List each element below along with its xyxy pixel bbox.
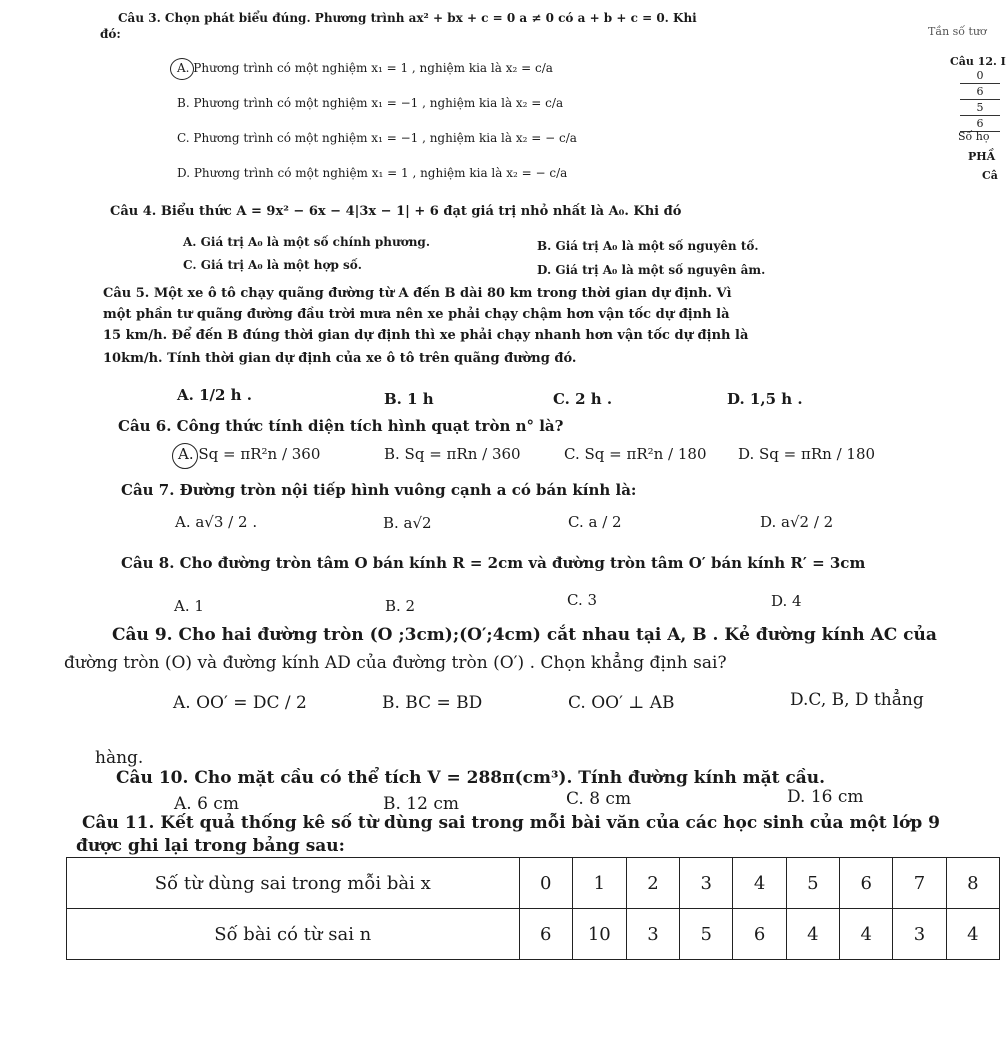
table-cell: 0 bbox=[519, 858, 572, 909]
table-cell: 4 bbox=[946, 909, 999, 960]
q3-option-d: D. Phương trình có một nghiệm x₁ = 1 , nghiệm kia là x₂ = − c/a bbox=[177, 166, 568, 180]
q6-option-a: A. Sq = πR²n / 360 bbox=[178, 445, 321, 463]
side-value: 0 bbox=[960, 68, 1000, 84]
q7-option-d: D. a√2 / 2 bbox=[760, 513, 834, 531]
q4-option-a: A. Giá trị A₀ là một số chính phương. bbox=[183, 235, 430, 249]
side-values bbox=[960, 68, 1000, 132]
table-cell: 4 bbox=[733, 858, 786, 909]
q8-option-d: D. 4 bbox=[771, 592, 802, 610]
q11-line1: Câu 11. Kết quả thống kê số từ dùng sai trong mỗi bài văn của các học sinh của một lớp 9 bbox=[82, 813, 940, 833]
q10-option-c: C. 8 cm bbox=[566, 789, 632, 809]
q10-option-b: B. 12 cm bbox=[383, 794, 459, 814]
q9-line1: Câu 9. Cho hai đường tròn (O ;3cm);(O′;4cm) cắt nhau tại A, B . Kẻ đường kính AC của bbox=[112, 625, 937, 645]
row-label-n: Số bài có từ sai n bbox=[67, 909, 520, 960]
q5-line2: một phần tư quãng đường đầu trời mưa nên xe phải chạy chậm hơn vận tốc dự định là bbox=[103, 307, 730, 322]
table-row bbox=[67, 858, 1000, 909]
q9-option-d-cont: hàng. bbox=[95, 748, 144, 768]
q9-option-a: A. OO′ = DC / 2 bbox=[173, 693, 307, 713]
row-label-x: Số từ dùng sai trong mỗi bài x bbox=[67, 858, 520, 909]
q5-line3: 15 km/h. Để đến B đúng thời gian dự định thì xe phải chạy nhanh hơn vận tốc dự định là bbox=[103, 328, 749, 343]
q7-option-c: C. a / 2 bbox=[568, 513, 622, 531]
table-cell: 3 bbox=[680, 858, 733, 909]
side-value: 6 bbox=[960, 84, 1000, 100]
q10-option-d: D. 16 cm bbox=[787, 787, 864, 807]
q4-option-d: D. Giá trị A₀ là một số nguyên âm. bbox=[537, 263, 766, 277]
q6-option-c: C. Sq = πR²n / 180 bbox=[564, 445, 707, 463]
q10-option-a: A. 6 cm bbox=[174, 794, 239, 814]
q9-option-c: C. OO′ ⊥ AB bbox=[568, 693, 675, 713]
q4-option-b: B. Giá trị A₀ là một số nguyên tố. bbox=[537, 239, 759, 253]
table-cell: 8 bbox=[946, 858, 999, 909]
q3-option-a: A. Phương trình có một nghiệm x₁ = 1 , nghiệm kia là x₂ = c/a bbox=[177, 61, 553, 75]
q5-option-d: D. 1,5 h . bbox=[727, 390, 803, 408]
q5-line1: Câu 5. Một xe ô tô chạy quãng đường từ A đến B dài 80 km trong thời gian dự định. Vì bbox=[103, 286, 732, 301]
q11-line2: được ghi lại trong bảng sau: bbox=[76, 836, 345, 856]
q8-option-b: B. 2 bbox=[385, 597, 416, 615]
q9-option-b: B. BC = BD bbox=[382, 693, 483, 713]
q6-option-d: D. Sq = πRn / 180 bbox=[738, 445, 876, 463]
q7-option-b: B. a√2 bbox=[383, 514, 432, 532]
q10-stem: Câu 10. Cho mặt cầu có thể tích V = 288π(cm³). Tính đường kính mặt cầu. bbox=[116, 768, 826, 788]
table-cell: 6 bbox=[733, 909, 786, 960]
q5-option-b: B. 1 h bbox=[384, 390, 434, 408]
table-cell: 4 bbox=[786, 909, 839, 960]
side-so-ho: Số họ bbox=[958, 130, 990, 143]
side-phan: PHẦ bbox=[968, 150, 996, 163]
q4-stem: Câu 4. Biểu thức A = 9x² − 6x − 4|3x − 1| + 6 đạt giá trị nhỏ nhất là A₀. Khi đó bbox=[110, 204, 682, 219]
q8-option-c: C. 3 bbox=[567, 591, 598, 609]
side-cau12: Câu 12. I bbox=[950, 55, 1006, 68]
table-cell: 3 bbox=[893, 909, 946, 960]
q3-stem: Câu 3. Chọn phát biểu đúng. Phương trình ax² + bx + c = 0 a ≠ 0 có a + b + c = 0. Khi bbox=[118, 11, 697, 25]
side-value: 5 bbox=[960, 100, 1000, 116]
q6-option-b: B. Sq = πRn / 360 bbox=[384, 445, 521, 463]
q3-option-b: B. Phương trình có một nghiệm x₁ = −1 , nghiệm kia là x₂ = c/a bbox=[177, 96, 564, 110]
statistics-table bbox=[66, 857, 1000, 960]
table-row bbox=[67, 909, 1000, 960]
q6-stem: Câu 6. Công thức tính diện tích hình quạt tròn n° là? bbox=[118, 417, 564, 435]
side-tan-so: Tần số tươ bbox=[928, 25, 987, 38]
table-cell: 5 bbox=[680, 909, 733, 960]
table-cell: 6 bbox=[519, 909, 572, 960]
table-cell: 5 bbox=[786, 858, 839, 909]
q8-option-a: A. 1 bbox=[174, 597, 204, 615]
q3-option-c: C. Phương trình có một nghiệm x₁ = −1 , nghiệm kia là x₂ = − c/a bbox=[177, 131, 577, 145]
q8-stem: Câu 8. Cho đường tròn tâm O bán kính R = 2cm và đường tròn tâm O′ bán kính R′ = 3cm bbox=[121, 554, 866, 572]
q4-option-c: C. Giá trị A₀ là một hợp số. bbox=[183, 258, 362, 272]
side-cau: Câ bbox=[982, 169, 998, 182]
q7-stem: Câu 7. Đường tròn nội tiếp hình vuông cạnh a có bán kính là: bbox=[121, 481, 637, 499]
q9-option-d: D.C, B, D thẳng bbox=[790, 690, 924, 710]
q7-option-a: A. a√3 / 2 . bbox=[175, 513, 258, 531]
table-cell: 10 bbox=[572, 909, 626, 960]
q5-line4: 10km/h. Tính thời gian dự định của xe ô tô trên quãng đường đó. bbox=[103, 351, 577, 366]
table-cell: 3 bbox=[626, 909, 679, 960]
q3-stem-cont: đó: bbox=[100, 27, 121, 41]
q5-option-c: C. 2 h . bbox=[553, 390, 613, 408]
table-cell: 1 bbox=[572, 858, 626, 909]
table-cell: 2 bbox=[626, 858, 679, 909]
side-value: 6 bbox=[960, 116, 1000, 132]
table-cell: 6 bbox=[840, 858, 893, 909]
q5-option-a: A. 1/2 h . bbox=[177, 386, 253, 404]
table-cell: 4 bbox=[840, 909, 893, 960]
table-cell: 7 bbox=[893, 858, 946, 909]
q9-line2: đường tròn (O) và đường kính AD của đường tròn (O′) . Chọn khẳng định sai? bbox=[64, 653, 727, 673]
